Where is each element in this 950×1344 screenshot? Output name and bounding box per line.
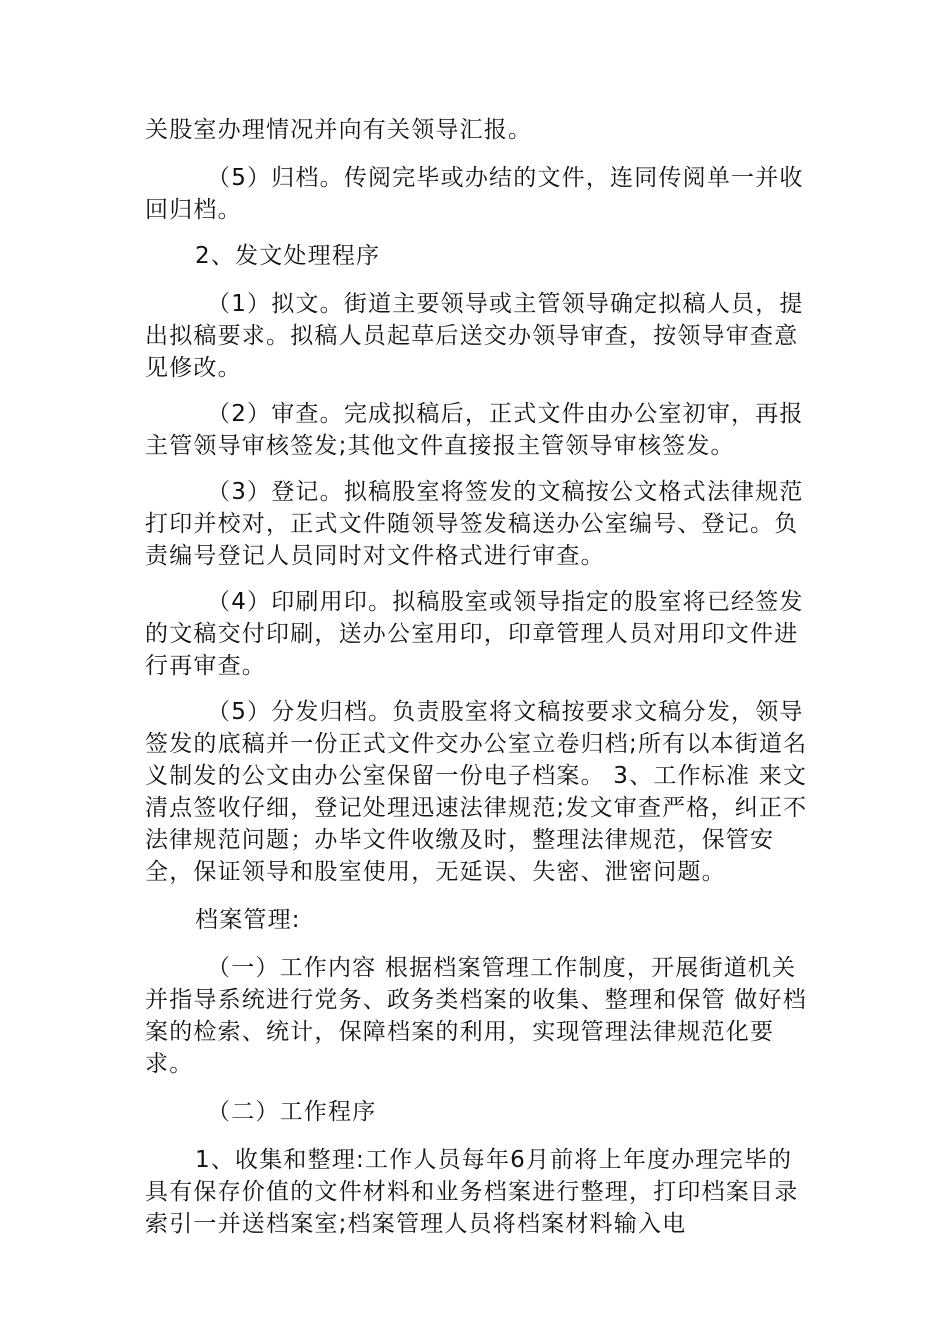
paragraph-1: 关股室办理情况并向有关领导汇报。 [145, 117, 533, 143]
paragraph-5: （2）审查。完成拟稿后，正式文件由办公室初审，再报主管领导审核签发;其他文件直接报主管领导审核签发。 [145, 401, 804, 459]
paragraph-3-heading: 2、发文处理程序 [195, 243, 381, 269]
paragraph-9-heading: 档案管理: [195, 907, 301, 933]
paragraph-11-heading: （二）工作程序 [207, 1099, 377, 1125]
paragraph-2: （5）归档。传阅完毕或办结的文件，连同传阅单一并收回归档。 [145, 165, 804, 223]
paragraph-12: 1、收集和整理:工作人员每年6月前将上年度办理完毕的具有保存价值的文件材料和业务档案进行整理，打印档案目录索引一并送档案室;档案管理人员将档案材料输入电 [145, 1147, 799, 1237]
paragraph-6: （3）登记。拟稿股室将签发的文稿按公文格式法律规范打印并校对，正式文件随领导签发稿送办公室编号、登记。负责编号登记人员同时对文件格式进行审查。 [145, 479, 804, 569]
paragraph-4: （1）拟文。街道主要领导或主管领导确定拟稿人员，提出拟稿要求。拟稿人员起草后送交办领导审查，按领导审查意见修改。 [145, 291, 804, 381]
paragraph-10: （一）工作内容 根据档案管理工作制度，开展街道机关并指导系统进行党务、政务类档案的收集、整理和保管 做好档案的检索、统计，保障档案的利用，实现管理法律规范化要求。 [145, 955, 807, 1077]
document-body [145, 114, 810, 1240]
paragraph-8: （5）分发归档。负责股室将文稿按要求文稿分发，领导签发的底稿并一份正式文件交办公室立卷归档;所有以本街道名义制发的公文由办公室保留一份电子档案。 3、工作标准 来文清点签收仔细，登记处理迅速法律规范;发文审查严格，纠正不法律规范问题；办毕文件收缴及时，整理法律规范，保管安全，保证领导和股室使用，无延误、失密、泄密问题。 [145, 699, 808, 885]
paragraph-7: （4）印刷用印。拟稿股室或领导指定的股室将已经签发的文稿交付印刷，送办公室用印，印章管理人员对用印文件进行再审查。 [145, 589, 804, 679]
